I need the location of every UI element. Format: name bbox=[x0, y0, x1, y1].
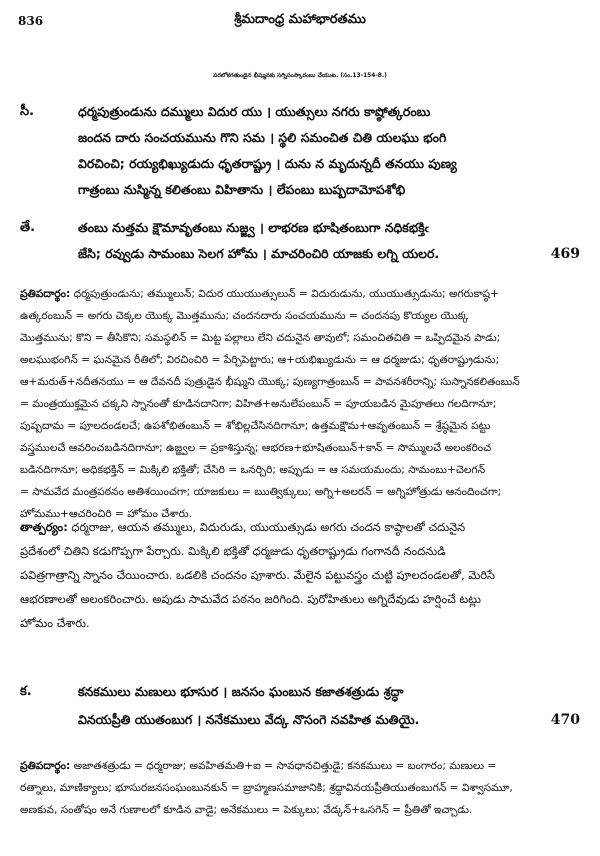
verse-meter-label-kanda: క. bbox=[20, 684, 32, 699]
summary-line: పవిత్రగాత్రాన్ని స్నానం చేయించారు. ఒడలికి చందనం పూశారు. మేలైన పట్టువస్త్రం చుట్టి పూలదండలతో, మెరిసే bbox=[20, 568, 496, 582]
summary-line: ప్రదేశంలో చితిని కడుగొప్పగా పేర్చారు. మిక్కిలి భక్తితో ధర్మజుడు ధృతరాష్ట్రుడు గంగానదీ నందనుడి bbox=[20, 544, 446, 558]
meaning-line: ప్రతిపదార్థం: ధర్మపుత్రుండును; తమ్ములున్; విదుర యుయుత్సులున్ = విదురుడును, యుయుత్సుడును; అగరుకాష్ఠ+ bbox=[20, 288, 499, 300]
verse-line: జేసి; రవ్వుడు సామంబు సెలగ హోమ । మాచరించిరి యాజకు లగ్ని యలర. bbox=[78, 246, 440, 261]
meaning-line: పుష్పదామ = పూలదండలచే; ఉపశోభితంబున్ = శోభిల్లచేసినదిగానూ; ఉత్తమక్షౌమ+ఆవృతంబున్ = శ్రేష్ఠమైన పట్టు bbox=[20, 420, 491, 432]
verse-line: వినయప్రీతి యుతంబుగ । ననేకములు వేద్క నొసంగె నవహిత మతియై. bbox=[78, 712, 420, 727]
page-number: 836 bbox=[18, 14, 44, 28]
meaning-line: ఆ+మరుత్+నదీతనయు = ఆ దేవనదీ పుత్రుడైన భీష్ముని యొక్క; పుణ్యగాత్రంబున్ = పావనశరీరాన్ని; సుస్నానకలితంబున్ bbox=[20, 376, 520, 388]
meaning-line: బడినదిగానూ; అధికభక్తిన్ = మిక్కిలి భక్తితో; చేసిరి = ఒనర్చిరి; అప్పుడు = ఆ సమయమందు; సామంబు+చెలగన్ bbox=[20, 464, 486, 476]
meaning-line: ప్రతిపదార్థం: అజాతశత్రుడు = ధర్మరాజు; అవహితమతి+ఐ = సావధానచిత్తుడై; కనకములు = బంగారం; మణులు = bbox=[20, 760, 497, 772]
summary-label: తాత్పర్యం: bbox=[20, 520, 68, 534]
verse-line: తంబు నుత్తమ క్షౌమావృతంబు నుజ్జ్వ । లాభరణ భూషితంబుగా నధికభక్తిఁ bbox=[78, 220, 429, 235]
running-title: శ్రీమదాంధ్ర మహాభారతము bbox=[234, 12, 366, 27]
meaning-line: వస్త్రములచే ఆవరించబడినదిగానూ; ఉజ్జ్వల = ప్రకాశిస్తున్న; ఆభరణ+భూషితంబున్+కాన్ = సొమ్ములచే అలంకరించ bbox=[20, 442, 492, 454]
verse-line: గాత్రంబు నుస్మిన్న కలితంబు విహితాను । లేపంబు బుష్పదామోపశోభి bbox=[78, 182, 406, 197]
meaning-label: ప్రతిపదార్థం: bbox=[20, 288, 71, 300]
verse-number: 469 bbox=[550, 246, 580, 262]
summary-line: ఆభరణాలతో అలంకరించారు. అపుడు సామవేద పఠనం జరిగింది. పురోహితులు అగ్నిదేవుడు హర్షించే టట్లు bbox=[20, 592, 481, 606]
meaning-line: హోమము+ఆచరించిరి = హోమం చేశారు. bbox=[20, 508, 192, 520]
meaning-line: ఉత్కరంబున్ = అగరు చెక్కల యొక్క మొత్తమును; చందనదారు సంచయమును = చందనపు కొయ్యల యొక్క bbox=[20, 310, 469, 322]
meaning-line: అణకువ, సంతోషం అనే గుణాలలో కూడిన వాడై; అనేకములు = పెక్కులు; వేడ్కన్+ఒసగెన్ = ప్రీతితో ఇచ్చాడు. bbox=[20, 804, 473, 816]
meaning-line: = సామవేద మంత్రపఠనం అతిశయించగా; యాజకులు = ఋత్విక్కులు; అగ్ని+అలరన్ = అగ్నిహోత్రుడు ఆనందించగా; bbox=[20, 486, 502, 498]
verse-line: జందన దారు సంచయమును గొని సమ । స్థలి సమంచిత చితి యలఘు భంగి bbox=[78, 130, 447, 145]
section-heading: పరలోకగతుండైన భీష్మునకు సగ్నిసంస్కారంబు చేయుట. (సం.13-154-8.) bbox=[213, 73, 387, 79]
verse-line: కనకములు మణులు భూసుర । జనసం ఘంబున కజాతశత్రుడు శ్రద్ధా bbox=[78, 684, 404, 699]
meaning-label: ప్రతిపదార్థం: bbox=[20, 760, 71, 772]
meaning-line: = మంత్రయుక్తమైన చక్కని స్నానంతో కూడినదానిగా; విహిత+అనులేపంబున్ = పూయబడిన మైపూతలు గలదిగానూ; bbox=[20, 398, 497, 410]
verse-meter-label-teta: తే. bbox=[20, 220, 36, 235]
meaning-line: అలఘుభంగిన్ = ఘనమైన రీతిలో; విరచించిరి = పేర్చిపెట్టారు; ఆ+యభిఖ్యుడును = ఆ ధర్మజుడు; ధృతరాష్ట్రుడును; bbox=[20, 354, 500, 366]
verse-line: ధర్మపుత్రుండును దమ్ములు విదుర యు । యుత్సులు నగరు కాష్ఠోత్కరంబు bbox=[78, 104, 431, 119]
meaning-line: రత్నాలు, మాణిక్యాలు; భూసురజనసంఘంబునకున్ = బ్రాహ్మణసమాజానికి; శ్రద్ధావినయప్రీతియుతంబుగన్ = విశ్వాసమూ, bbox=[20, 782, 513, 794]
meaning-line: మొత్తమును; కొని = తీసికొని; సమస్థలిన్ = మిట్ట పల్లాలు లేని చదునైన తావులో; సమంచితచితి = ఒప్పిదమైన పాడు; bbox=[20, 332, 501, 344]
verse-meter-label-sisa: సీ. bbox=[20, 104, 35, 119]
summary-line: తాత్పర్యం: ధర్మరాజు, ఆయన తమ్ములు, విదురుడు, యుయుత్సుడు అగరు చందన కాష్ఠాలతో చదునైన bbox=[20, 520, 466, 534]
summary-line: హోమం చేశారు. bbox=[20, 616, 90, 630]
verse-469 bbox=[20, 104, 580, 274]
page-header bbox=[18, 12, 582, 36]
verse-number: 470 bbox=[550, 712, 580, 728]
verse-470 bbox=[20, 684, 580, 744]
verse-line: విరచించి; రయ్యభిఖ్యుడుదు ధృతరాష్ట్రు । దును న మృదున్నదీ తనయు పుణ్య bbox=[78, 156, 457, 171]
